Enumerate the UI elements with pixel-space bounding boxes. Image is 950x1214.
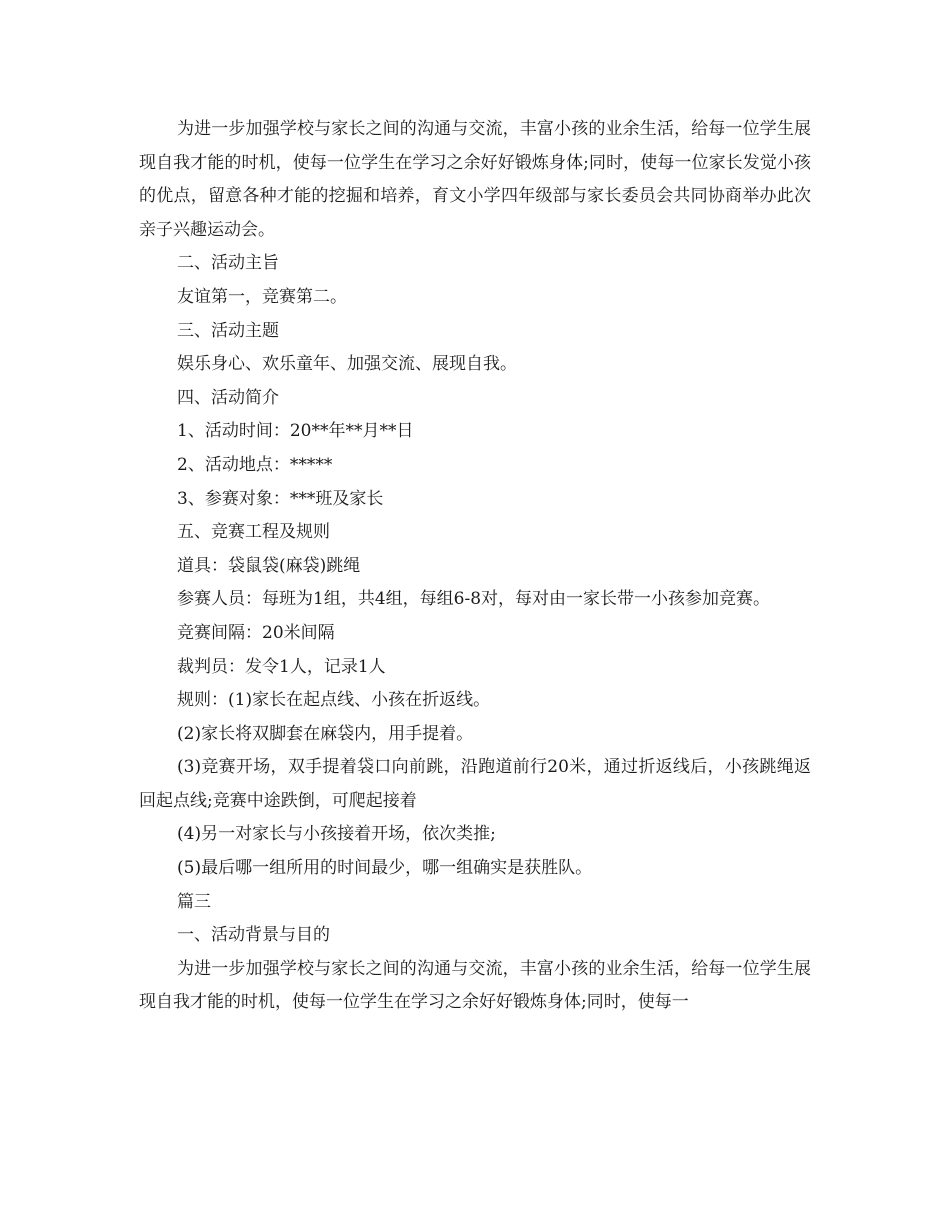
- heading-rules: 五、竞赛工程及规则: [177, 522, 330, 543]
- paragraph-background: 为进一步加强学校与家长之间的沟通与交流，丰富小孩的业余生活，给每一位学生展现自我才能的时机，使每一位学生在学习之余好好锻炼身体;同时，使每一: [139, 958, 811, 1013]
- rule-1: 规则：(1)家长在起点线、小孩在折返线。: [177, 690, 491, 711]
- item-location: 2、活动地点：*****: [177, 454, 333, 475]
- document-body: [139, 113, 811, 1020]
- item-props: 道具：袋鼠袋(麻袋)跳绳: [177, 555, 361, 576]
- heading-background: 一、活动背景与目的: [177, 925, 330, 946]
- rule-2: (2)家长将双脚套在麻袋内，用手提着。: [177, 723, 474, 744]
- heading-overview: 四、活动简介: [177, 387, 279, 408]
- rule-5: (5)最后哪一组所用的时间最少，哪一组确实是获胜队。: [177, 858, 593, 879]
- heading-purpose: 二、活动主旨: [177, 253, 279, 274]
- paragraph-purpose: 友谊第一，竞赛第二。: [177, 286, 347, 307]
- paragraph-theme: 娱乐身心、欢乐童年、加强交流、展现自我。: [177, 354, 517, 375]
- section-title: 篇三: [177, 891, 211, 912]
- item-referees: 裁判员：发令1人，记录1人: [177, 656, 386, 677]
- item-time: 1、活动时间：20**年**月**日: [177, 421, 414, 442]
- rule-3: (3)竞赛开场，双手提着袋口向前跳，沿跑道前行20米，通过折返线后，小孩跳绳返回起点线;竞赛中途跌倒，可爬起接着: [139, 757, 811, 811]
- item-distance: 竞赛间隔：20米间隔: [177, 622, 335, 643]
- rule-4: (4)另一对家长与小孩接着开场，依次类推;: [177, 824, 496, 845]
- item-participants: 3、参赛对象：***班及家长: [177, 488, 384, 509]
- heading-theme: 三、活动主题: [177, 320, 279, 341]
- item-teams: 参赛人员：每班为1组，共4组，每组6-8对，每对由一家长带一小孩参加竞赛。: [177, 589, 771, 610]
- paragraph-intro: 为进一步加强学校与家长之间的沟通与交流，丰富小孩的业余生活，给每一位学生展现自我才能的时机，使每一位学生在学习之余好好锻炼身体;同时，使每一位家长发觉小孩的优点，留意各种才能的挖掘和培养，育文小学四年级部与家长委员会共同协商举办此次亲子兴趣运动会。: [139, 119, 811, 240]
